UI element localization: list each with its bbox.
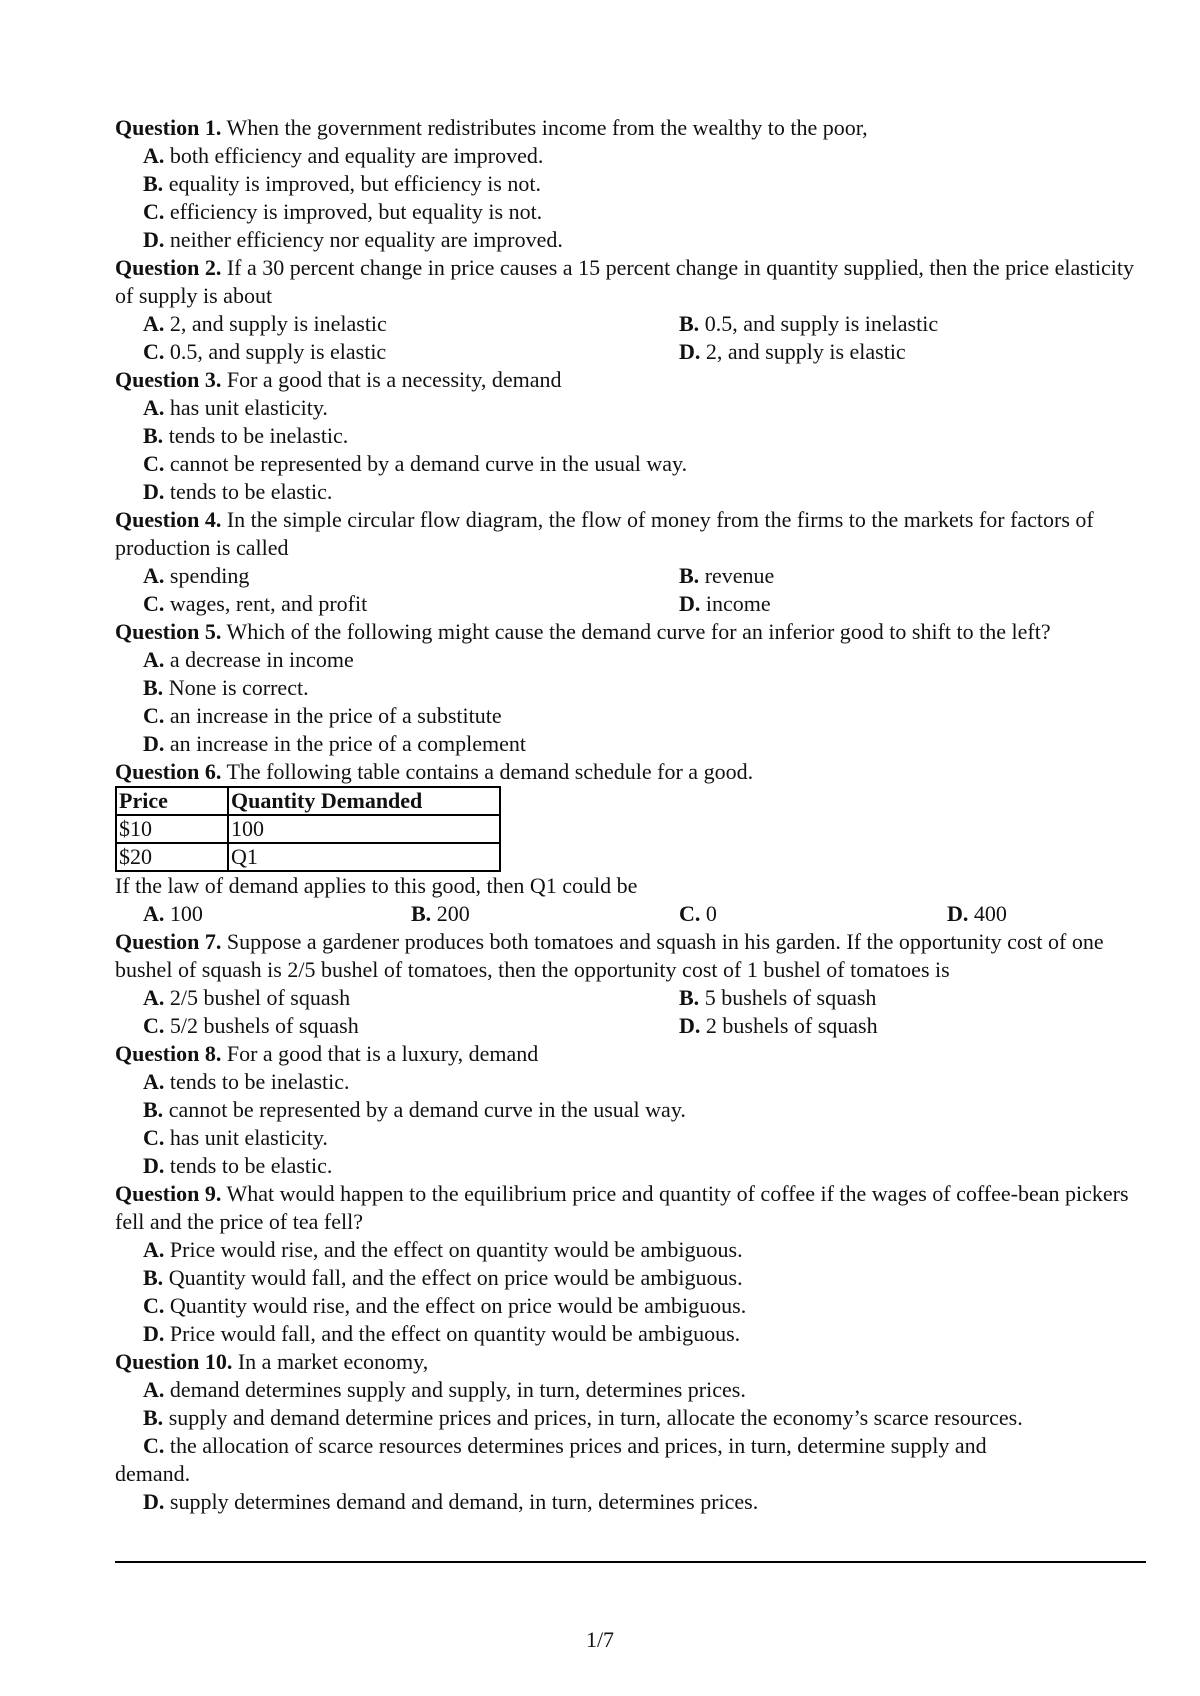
option-continuation: demand.	[115, 1461, 191, 1486]
option-text: wages, rent, and profit	[164, 591, 368, 616]
question-followup-text: If the law of demand applies to this good, then Q1 could be	[115, 873, 638, 898]
option-text: demand determines supply and supply, in turn, determines prices.	[164, 1377, 746, 1402]
question-document	[115, 114, 1146, 1516]
table-cell: $10	[116, 815, 228, 843]
answer-option[interactable]	[143, 900, 411, 928]
options-grid	[115, 562, 1146, 618]
answer-option[interactable]	[679, 1012, 1146, 1040]
question-label: Question 7.	[115, 929, 222, 954]
question-block	[115, 1348, 1146, 1516]
answer-option[interactable]	[115, 226, 1146, 254]
question-stem	[115, 114, 1146, 142]
answer-option[interactable]	[115, 1320, 1146, 1348]
question-text: For a good that is a luxury, demand	[221, 1041, 539, 1066]
option-letter: D.	[143, 479, 165, 504]
option-text: 200	[431, 901, 470, 926]
answer-option[interactable]	[115, 1236, 1146, 1264]
answer-option[interactable]	[115, 1096, 1146, 1124]
option-letter: D.	[143, 1489, 165, 1514]
question-text: Suppose a gardener produces both tomatoes and squash in his garden. If the opportunity cost of one bushel of squash is 2/5 bushel of tomatoes, then the opportunity cost of 1 bushel of tomatoes is	[115, 929, 1104, 982]
answer-option[interactable]	[679, 562, 1146, 590]
options-row	[115, 900, 1146, 928]
option-letter: D.	[143, 227, 165, 252]
footer-rule	[115, 1561, 1146, 1563]
answer-option[interactable]	[115, 1404, 1146, 1432]
answer-option[interactable]	[143, 984, 679, 1012]
answer-option[interactable]	[115, 450, 1146, 478]
question-label: Question 4.	[115, 507, 222, 532]
option-text: an increase in the price of a substitute	[164, 703, 502, 728]
option-letter: B.	[679, 311, 700, 336]
option-letter: A.	[143, 647, 165, 672]
question-stem	[115, 366, 1146, 394]
option-text: has unit elasticity.	[164, 1125, 328, 1150]
table-header-cell: Quantity Demanded	[228, 787, 500, 815]
table-cell: 100	[228, 815, 500, 843]
page-number: 1/7	[585, 1627, 615, 1652]
answer-option[interactable]	[115, 478, 1146, 506]
question-block	[115, 254, 1146, 366]
answer-option[interactable]	[115, 142, 1146, 170]
answer-option[interactable]	[143, 1012, 679, 1040]
answer-option[interactable]	[115, 674, 1146, 702]
option-text: tends to be elastic.	[164, 479, 333, 504]
question-label: Question 5.	[115, 619, 222, 644]
question-label: Question 6.	[115, 759, 222, 784]
question-block	[115, 1040, 1146, 1180]
table-cell: $20	[116, 843, 228, 871]
answer-option[interactable]	[115, 422, 1146, 450]
option-text: supply and demand determine prices and prices, in turn, allocate the economy’s scarce resources.	[163, 1405, 1023, 1430]
option-letter: C.	[143, 591, 165, 616]
option-text: 0.5, and supply is inelastic	[699, 311, 939, 336]
option-letter: B.	[143, 1097, 164, 1122]
option-text: 5 bushels of squash	[699, 985, 877, 1010]
option-letter: C.	[679, 901, 701, 926]
answer-option[interactable]	[115, 1376, 1146, 1404]
option-text: equality is improved, but efficiency is not.	[163, 171, 541, 196]
option-text: cannot be represented by a demand curve in the usual way.	[163, 1097, 686, 1122]
question-label: Question 9.	[115, 1181, 222, 1206]
answer-option[interactable]	[115, 1068, 1146, 1096]
option-letter: C.	[143, 703, 165, 728]
option-letter: A.	[143, 143, 165, 168]
option-letter: A.	[143, 395, 165, 420]
option-letter: D.	[679, 339, 701, 364]
option-text: None is correct.	[163, 675, 309, 700]
option-text: 2 bushels of squash	[700, 1013, 878, 1038]
option-letter: C.	[143, 199, 165, 224]
option-text: 2, and supply is elastic	[700, 339, 906, 364]
question-label: Question 1.	[115, 115, 222, 140]
answer-option[interactable]	[115, 1292, 1146, 1320]
answer-option[interactable]	[143, 590, 679, 618]
option-text: neither efficiency nor equality are improved.	[164, 227, 563, 252]
option-text: cannot be represented by a demand curve in the usual way.	[164, 451, 688, 476]
option-text: revenue	[699, 563, 775, 588]
option-letter: B.	[143, 171, 164, 196]
option-letter: C.	[143, 451, 165, 476]
option-text: tends to be inelastic.	[164, 1069, 350, 1094]
option-letter: A.	[143, 1377, 165, 1402]
option-text: 0	[700, 901, 717, 926]
option-letter: C.	[143, 339, 165, 364]
option-text: an increase in the price of a complement	[164, 731, 527, 756]
option-text: both efficiency and equality are improved.	[164, 143, 544, 168]
option-letter: B.	[411, 901, 432, 926]
option-letter: A.	[143, 901, 165, 926]
question-label: Question 2.	[115, 255, 222, 280]
option-text: 0.5, and supply is elastic	[164, 339, 387, 364]
question-stem	[115, 618, 1146, 646]
option-letter: B.	[679, 563, 700, 588]
options-grid	[115, 984, 1146, 1040]
answer-option[interactable]	[679, 984, 1146, 1012]
table-row	[116, 815, 500, 843]
option-text: income	[700, 591, 771, 616]
option-text: 100	[164, 901, 203, 926]
answer-option[interactable]	[115, 730, 1146, 758]
table-row	[116, 843, 500, 871]
option-text: the allocation of scarce resources determines prices and prices, in turn, determine supply and	[164, 1433, 987, 1458]
option-text: Quantity would rise, and the effect on price would be ambiguous.	[164, 1293, 747, 1318]
option-letter: B.	[143, 1405, 164, 1430]
option-text: tends to be inelastic.	[163, 423, 349, 448]
question-block	[115, 758, 1146, 928]
option-text: Price would fall, and the effect on quantity would be ambiguous.	[164, 1321, 741, 1346]
question-stem	[115, 1348, 1146, 1376]
answer-option[interactable]	[115, 1264, 1146, 1292]
question-label: Question 8.	[115, 1041, 222, 1066]
question-block	[115, 506, 1146, 618]
option-text: has unit elasticity.	[164, 395, 328, 420]
answer-option[interactable]	[115, 702, 1146, 730]
option-text: 400	[968, 901, 1007, 926]
answer-option[interactable]	[411, 900, 679, 928]
answer-option[interactable]	[143, 310, 679, 338]
answer-option[interactable]	[115, 198, 1146, 226]
question-block	[115, 1180, 1146, 1348]
answer-option[interactable]	[115, 170, 1146, 198]
answer-option[interactable]	[679, 310, 1146, 338]
option-text: a decrease in income	[164, 647, 354, 672]
option-text: spending	[164, 563, 250, 588]
question-text: What would happen to the equilibrium price and quantity of coffee if the wages of coffee-bean pickers fell and the price of tea fell?	[115, 1181, 1129, 1234]
option-letter: A.	[143, 985, 165, 1010]
option-text: Price would rise, and the effect on quantity would be ambiguous.	[164, 1237, 743, 1262]
question-label: Question 3.	[115, 367, 222, 392]
question-text: When the government redistributes income from the wealthy to the poor,	[221, 115, 868, 140]
question-stem	[115, 928, 1146, 984]
option-letter: A.	[143, 1237, 165, 1262]
question-block	[115, 366, 1146, 506]
question-stem	[115, 254, 1146, 310]
option-letter: D.	[947, 901, 969, 926]
question-text: In the simple circular flow diagram, the flow of money from the firms to the markets for factors of production is called	[115, 507, 1094, 560]
option-letter: C.	[143, 1125, 165, 1150]
question-text: If a 30 percent change in price causes a 15 percent change in quantity supplied, then the price elasticity of supply is about	[115, 255, 1134, 308]
question-text: The following table contains a demand schedule for a good.	[221, 759, 754, 784]
answer-option[interactable]	[115, 1432, 1146, 1460]
answer-option[interactable]	[115, 1124, 1146, 1152]
option-text: 5/2 bushels of squash	[164, 1013, 359, 1038]
answer-option[interactable]	[115, 646, 1146, 674]
option-text: supply determines demand and demand, in turn, determines prices.	[164, 1489, 759, 1514]
option-letter: C.	[143, 1013, 165, 1038]
question-text: In a market economy,	[232, 1349, 429, 1374]
answer-option[interactable]	[679, 900, 947, 928]
answer-option[interactable]	[947, 900, 1146, 928]
question-block	[115, 618, 1146, 758]
question-stem	[115, 1180, 1146, 1236]
question-block	[115, 928, 1146, 1040]
table-header-cell: Price	[116, 787, 228, 815]
answer-option[interactable]	[679, 338, 1146, 366]
demand-schedule-table	[115, 786, 501, 872]
option-letter: D.	[143, 1153, 165, 1178]
question-text: Which of the following might cause the demand curve for an inferior good to shift to the left?	[221, 619, 1051, 644]
answer-option[interactable]	[143, 562, 679, 590]
option-letter: B.	[143, 423, 164, 448]
option-text: 2/5 bushel of squash	[164, 985, 351, 1010]
option-letter: A.	[143, 311, 165, 336]
option-letter: B.	[679, 985, 700, 1010]
answer-option[interactable]	[115, 394, 1146, 422]
option-letter: C.	[143, 1293, 165, 1318]
answer-option[interactable]	[143, 338, 679, 366]
question-text: For a good that is a necessity, demand	[221, 367, 562, 392]
question-label: Question 10.	[115, 1349, 233, 1374]
answer-option[interactable]	[679, 590, 1146, 618]
option-text: Quantity would fall, and the effect on price would be ambiguous.	[163, 1265, 743, 1290]
answer-option[interactable]	[115, 1152, 1146, 1180]
question-stem	[115, 1040, 1146, 1068]
options-grid	[115, 310, 1146, 366]
option-letter: B.	[143, 675, 164, 700]
option-text: efficiency is improved, but equality is not.	[164, 199, 543, 224]
question-block	[115, 114, 1146, 254]
question-stem	[115, 758, 1146, 786]
option-text: tends to be elastic.	[164, 1153, 333, 1178]
option-letter: A.	[143, 563, 165, 588]
option-letter: C.	[143, 1433, 165, 1458]
option-letter: A.	[143, 1069, 165, 1094]
option-letter: D.	[679, 1013, 701, 1038]
option-letter: D.	[143, 731, 165, 756]
option-letter: D.	[143, 1321, 165, 1346]
question-stem	[115, 506, 1146, 562]
table-cell: Q1	[228, 843, 500, 871]
answer-option[interactable]	[115, 1488, 1146, 1516]
option-letter: D.	[679, 591, 701, 616]
option-text: 2, and supply is inelastic	[164, 311, 387, 336]
table-header-row	[116, 787, 500, 815]
option-letter: B.	[143, 1265, 164, 1290]
